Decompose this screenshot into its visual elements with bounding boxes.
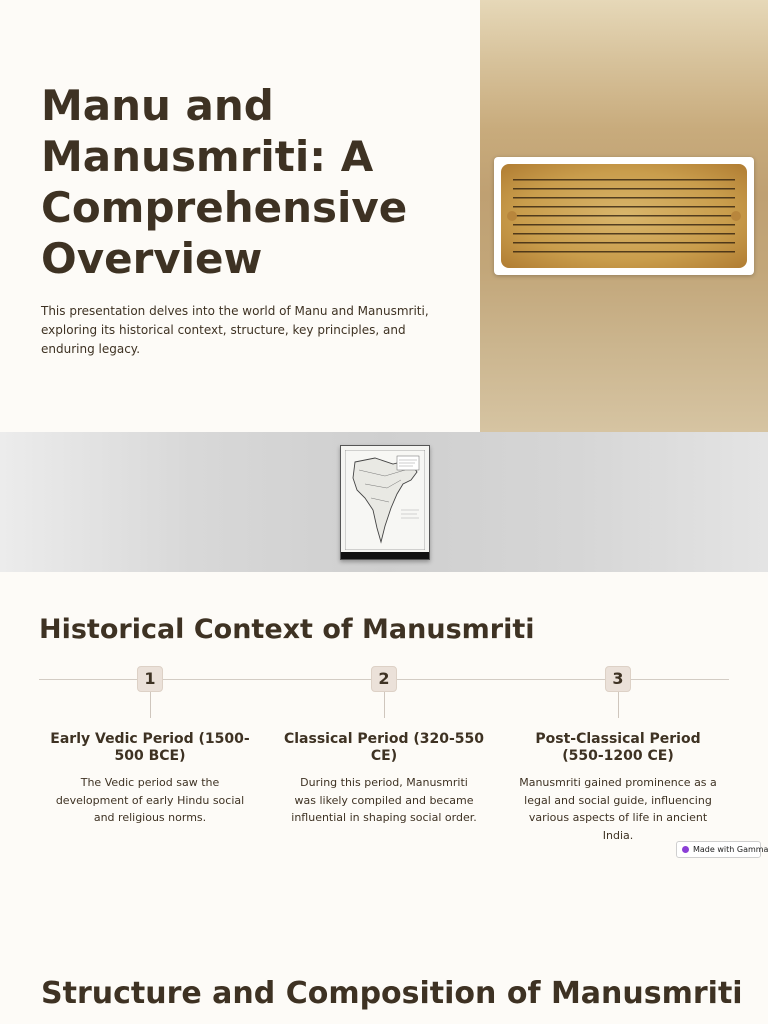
page-title: Manu and Manusmriti: A Comprehensive Overview: [41, 81, 408, 283]
palm-leaf-manuscript: [501, 164, 747, 268]
period-description: The Vedic period saw the development of early Hindu social and religious norms.: [55, 776, 245, 824]
timeline-item-early-vedic: [45, 731, 255, 827]
period-description: During this period, Manusmriti was likely compiled and became influential in shaping social order.: [291, 776, 477, 824]
made-with-gamma-badge[interactable]: [676, 841, 768, 858]
period-heading: Early Vedic Period (1500-500 BCE): [50, 731, 250, 764]
manuscript-text-lines: [513, 174, 735, 258]
timeline-item-classical: [269, 731, 499, 827]
map-caption-bar: [341, 552, 429, 559]
timeline-marker-2: 2: [371, 666, 397, 692]
hero-image-panel: [480, 0, 768, 432]
gamma-logo-icon: [682, 846, 689, 853]
period-description: Manusmriti gained prominence as a legal and social guide, influencing various aspects of life in ancient India.: [519, 776, 717, 842]
manuscript-image: [494, 157, 754, 275]
manuscript-hole: [507, 211, 517, 221]
map-banner: [0, 432, 768, 572]
title-panel: [0, 0, 480, 432]
timeline-marker-1: 1: [137, 666, 163, 692]
timeline-connector: [384, 692, 385, 718]
timeline-connector: [150, 692, 151, 718]
map-drawing: [345, 450, 425, 550]
section-title-structure: Structure and Composition of Manusmriti: [41, 976, 743, 1011]
manuscript-hole: [731, 211, 741, 221]
timeline-connector: [618, 692, 619, 718]
badge-label: Made with Gamma: [693, 845, 768, 854]
india-map-image: [340, 445, 430, 560]
timeline-item-post-classical: [513, 731, 723, 844]
period-heading: Post-Classical Period (550-1200 CE): [535, 731, 701, 764]
period-heading: Classical Period (320-550 CE): [283, 731, 485, 764]
timeline-marker-3: 3: [605, 666, 631, 692]
intro-description: This presentation delves into the world of Manu and Manusmriti, exploring its historical context, structure, key principles, and enduring legacy.: [41, 304, 429, 356]
title-slide: [0, 0, 768, 432]
section-title-historical-context: Historical Context of Manusmriti: [39, 614, 535, 645]
